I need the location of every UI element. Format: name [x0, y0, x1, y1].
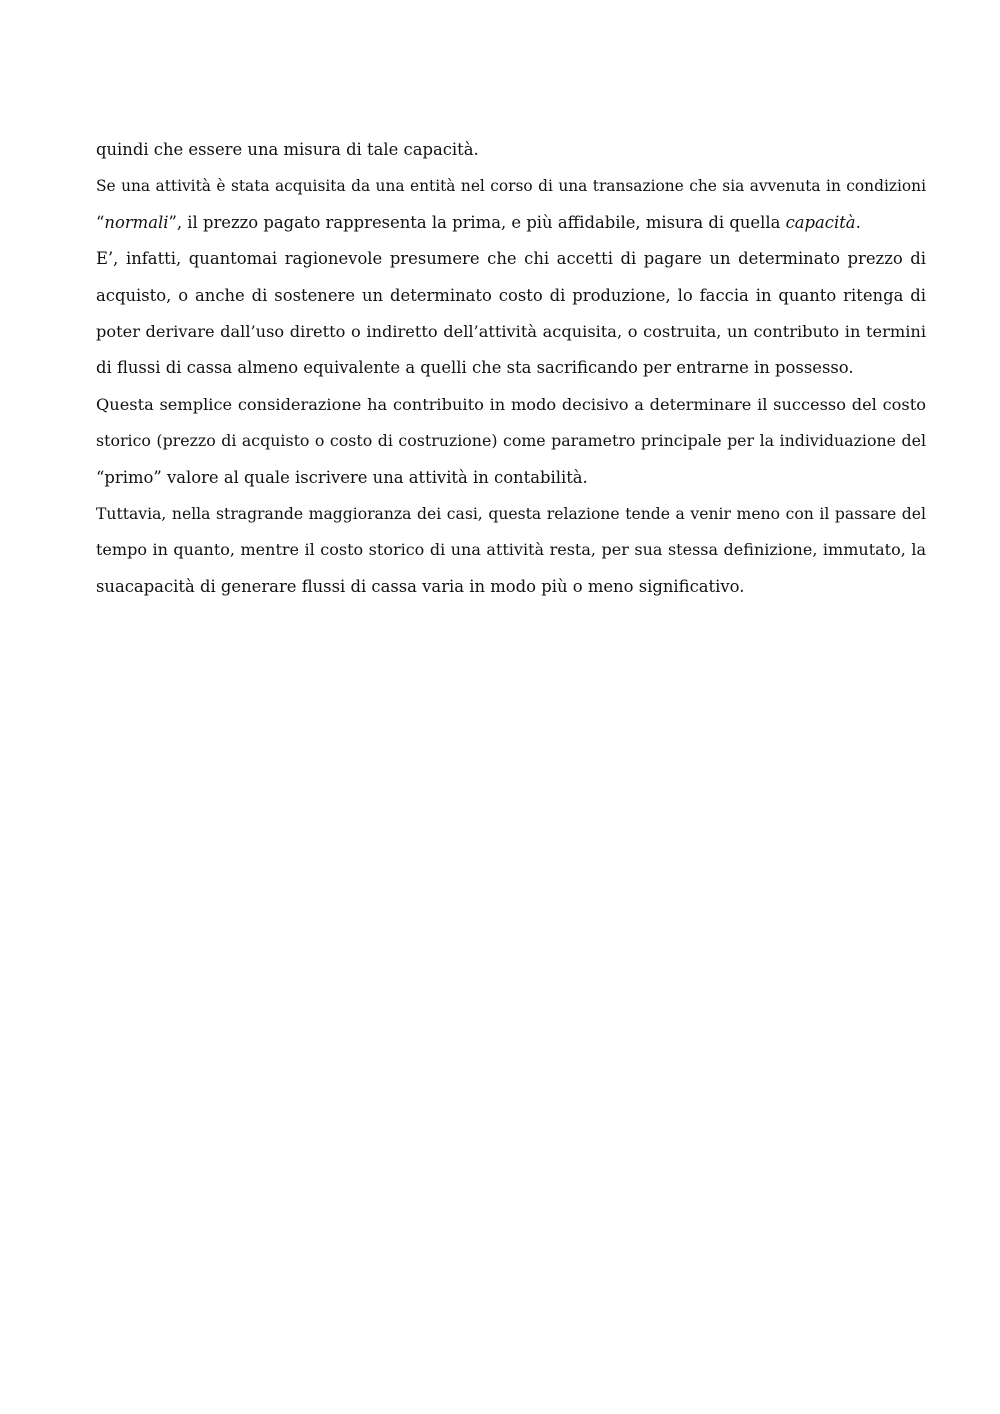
text-line-13: suacapacità di generare flussi di cassa varia in modo più o meno significativo.: [96, 576, 745, 596]
italic-term-normali: normali: [104, 212, 169, 232]
text-segment-end: .: [855, 212, 861, 232]
quote-open: “: [96, 212, 105, 232]
text-line-6: poter derivare dall’uso diretto o indiretto dell’attività acquisita, o costruita, un contributo in termini: [96, 322, 926, 342]
text-line-9: storico (prezzo di acquisto o costo di costruzione) come parametro principale per la individuazione del: [96, 431, 926, 451]
body-text: [96, 132, 926, 605]
text-segment: ”, il prezzo pagato rappresenta la prima, e più affidabile, misura di quella: [168, 212, 786, 232]
text-line-1: quindi che essere una misura di tale capacità.: [96, 140, 479, 159]
text-line-11: Tuttavia, nella stragrande maggioranza dei casi, questa relazione tende a venir meno con il passare del: [96, 505, 926, 524]
text-line-4: E’, infatti, quantomai ragionevole presumere che chi accetti di pagare un determinato prezzo di: [96, 249, 926, 269]
italic-term-capacita: capacità: [785, 212, 856, 232]
text-line-2: Se una attività è stata acquisita da una entità nel corso di una transazione che sia avvenuta in condizioni: [96, 177, 926, 196]
text-line-12: tempo in quanto, mentre il costo storico di una attività resta, per sua stessa definizione, immutato, la: [96, 540, 926, 560]
text-line-5: acquisto, o anche di sostenere un determinato costo di produzione, lo faccia in quanto ritenga di: [96, 285, 926, 305]
text-line-3: [96, 205, 926, 241]
text-line-10: “primo” valore al quale iscrivere una attività in contabilità.: [96, 467, 588, 487]
text-line-8: Questa semplice considerazione ha contribuito in modo decisivo a determinare il successo del costo: [96, 394, 926, 414]
text-line-7: di flussi di cassa almeno equivalente a quelli che sta sacrificando per entrarne in possesso.: [96, 358, 854, 378]
